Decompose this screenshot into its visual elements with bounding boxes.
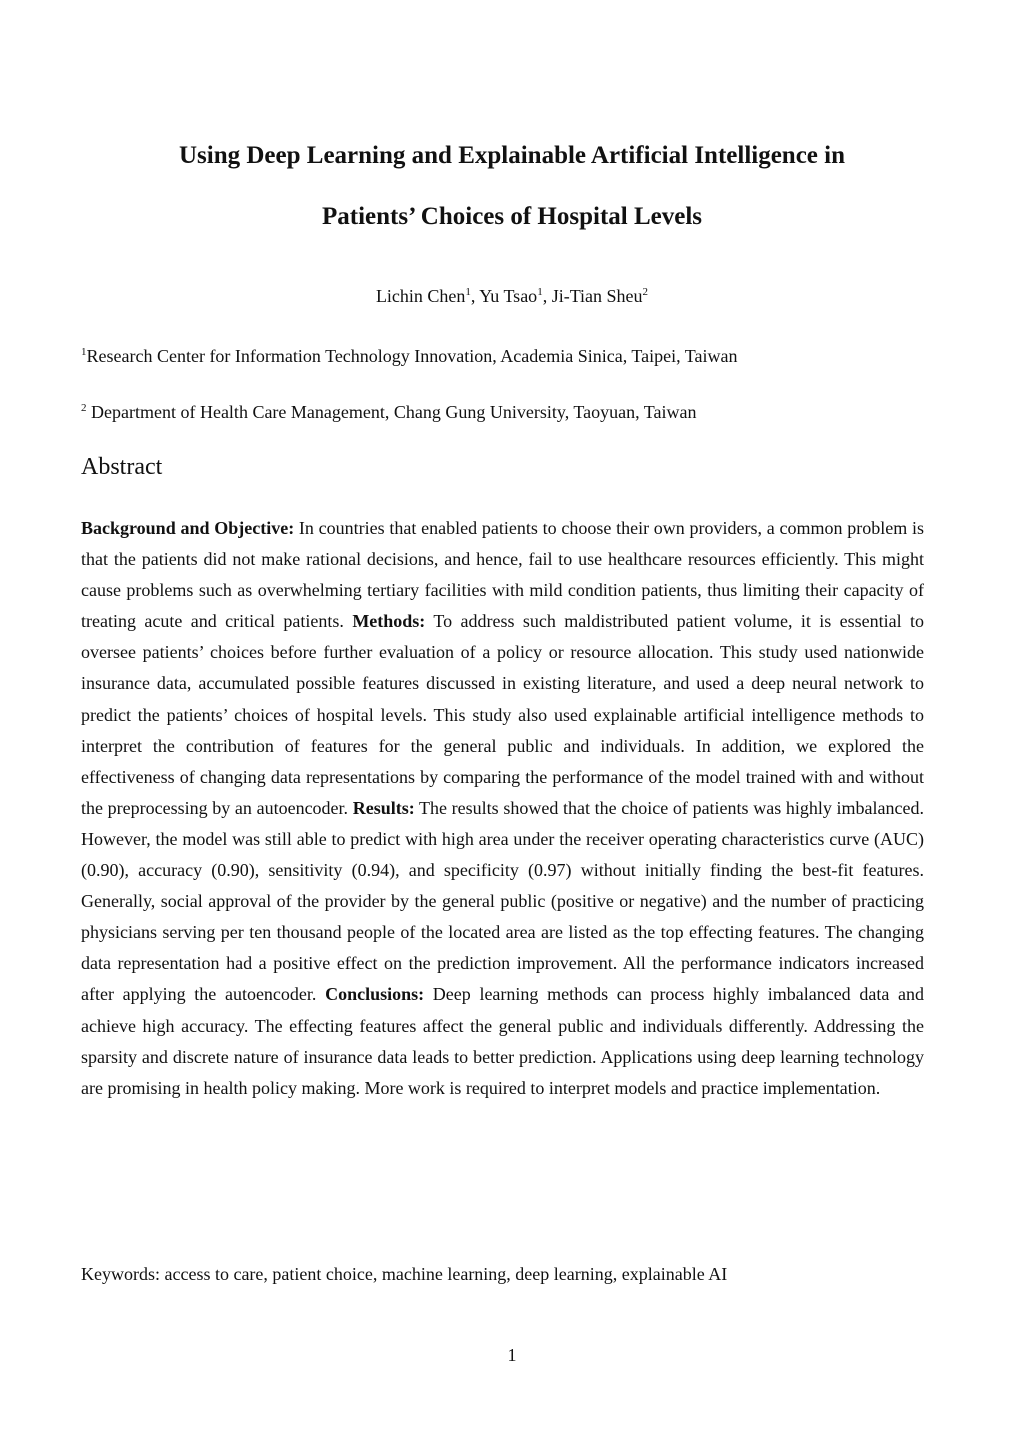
author-affiliation-mark: 1 [537, 286, 543, 298]
affiliation-text: Research Center for Information Technology Innovation, Academia Sinica, Taipei, Taiwan [86, 346, 738, 366]
author-affiliation-mark: 2 [642, 286, 649, 298]
author-name: Lichin Chen [375, 286, 466, 306]
abstract-body [81, 513, 924, 1104]
author-list [0, 284, 1024, 308]
affiliation-1 [81, 344, 738, 368]
affiliation-2 [81, 400, 696, 424]
results-text: The results showed that the choice of patients was highly imbalanced. However, the model was still able to predict with high area under the receiver operating characteristics curve (AUC) (0.90), accuracy (0.90), sensitivity (0.94), and specificity (0.97) without initially finding the best-fit features. Generally, social approval of the provider by the general public (positive or negative) and the number of practicing physicians serving per ten thousand people of the located area are listed as the top effecting features. The changing data representation had a positive effect on the prediction improvement. All the performance indicators increased after applying the autoencoder. [81, 797, 924, 1005]
keywords-line: Keywords: access to care, patient choice, machine learning, deep learning, explainable AI [81, 1264, 728, 1284]
author-name: Yu Tsao [479, 286, 538, 306]
affiliation-mark: 1 [81, 346, 87, 358]
author-name: Ji-Tian Sheu [551, 286, 643, 306]
affiliation-text: Department of Health Care Management, Chang Gung University, Taoyuan, Taiwan [91, 402, 697, 422]
paper-title-line-1: Using Deep Learning and Explainable Artificial Intelligence in [178, 142, 845, 169]
author-affiliation-mark: 1 [465, 286, 471, 298]
page-number: 1 [507, 1345, 517, 1365]
results-label: Results: [352, 797, 415, 818]
methods-label: Methods: [352, 611, 426, 632]
author-separator: , [542, 286, 552, 306]
conclusions-label: Conclusions: [325, 984, 425, 1005]
background-text: In countries that enabled patients to choose their own providers, a common problem is that the patients did not make rational decisions, and hence, fail to use healthcare resources efficiently. This might cause problems such as overwhelming tertiary facilities with mild condition patients, thus limiting their capacity of treating acute and critical patients. [81, 518, 925, 632]
methods-text: To address such maldistributed patient volume, it is essential to oversee patients’ choices before further evaluation of a policy or resource allocation. This study used nationwide insurance data, accumulated possible features discussed in existing literature, and used a deep neural network to predict the patients’ choices of hospital levels. This study also used explainable artificial intelligence methods to interpret the contribution of features for the general public and individuals. In addition, we explored the effectiveness of changing data representations by comparing the performance of the model trained with and without the preprocessing by an autoencoder. [81, 611, 924, 818]
background-label: Background and Objective: [81, 518, 295, 538]
affiliation-mark: 2 [81, 402, 87, 414]
paper-title-line-2: Patients’ Choices of Hospital Levels [321, 203, 703, 230]
abstract-heading: Abstract [81, 454, 163, 480]
conclusions-text: Deep learning methods can process highly imbalanced data and achieve high accuracy. The effecting features affect the general public and individuals differently. Addressing the sparsity and discrete nature of insurance data leads to better prediction. Applications using deep learning technology are promising in health policy making. More work is required to interpret models and practice implementation. [81, 984, 924, 1098]
author-separator: , [470, 286, 480, 306]
